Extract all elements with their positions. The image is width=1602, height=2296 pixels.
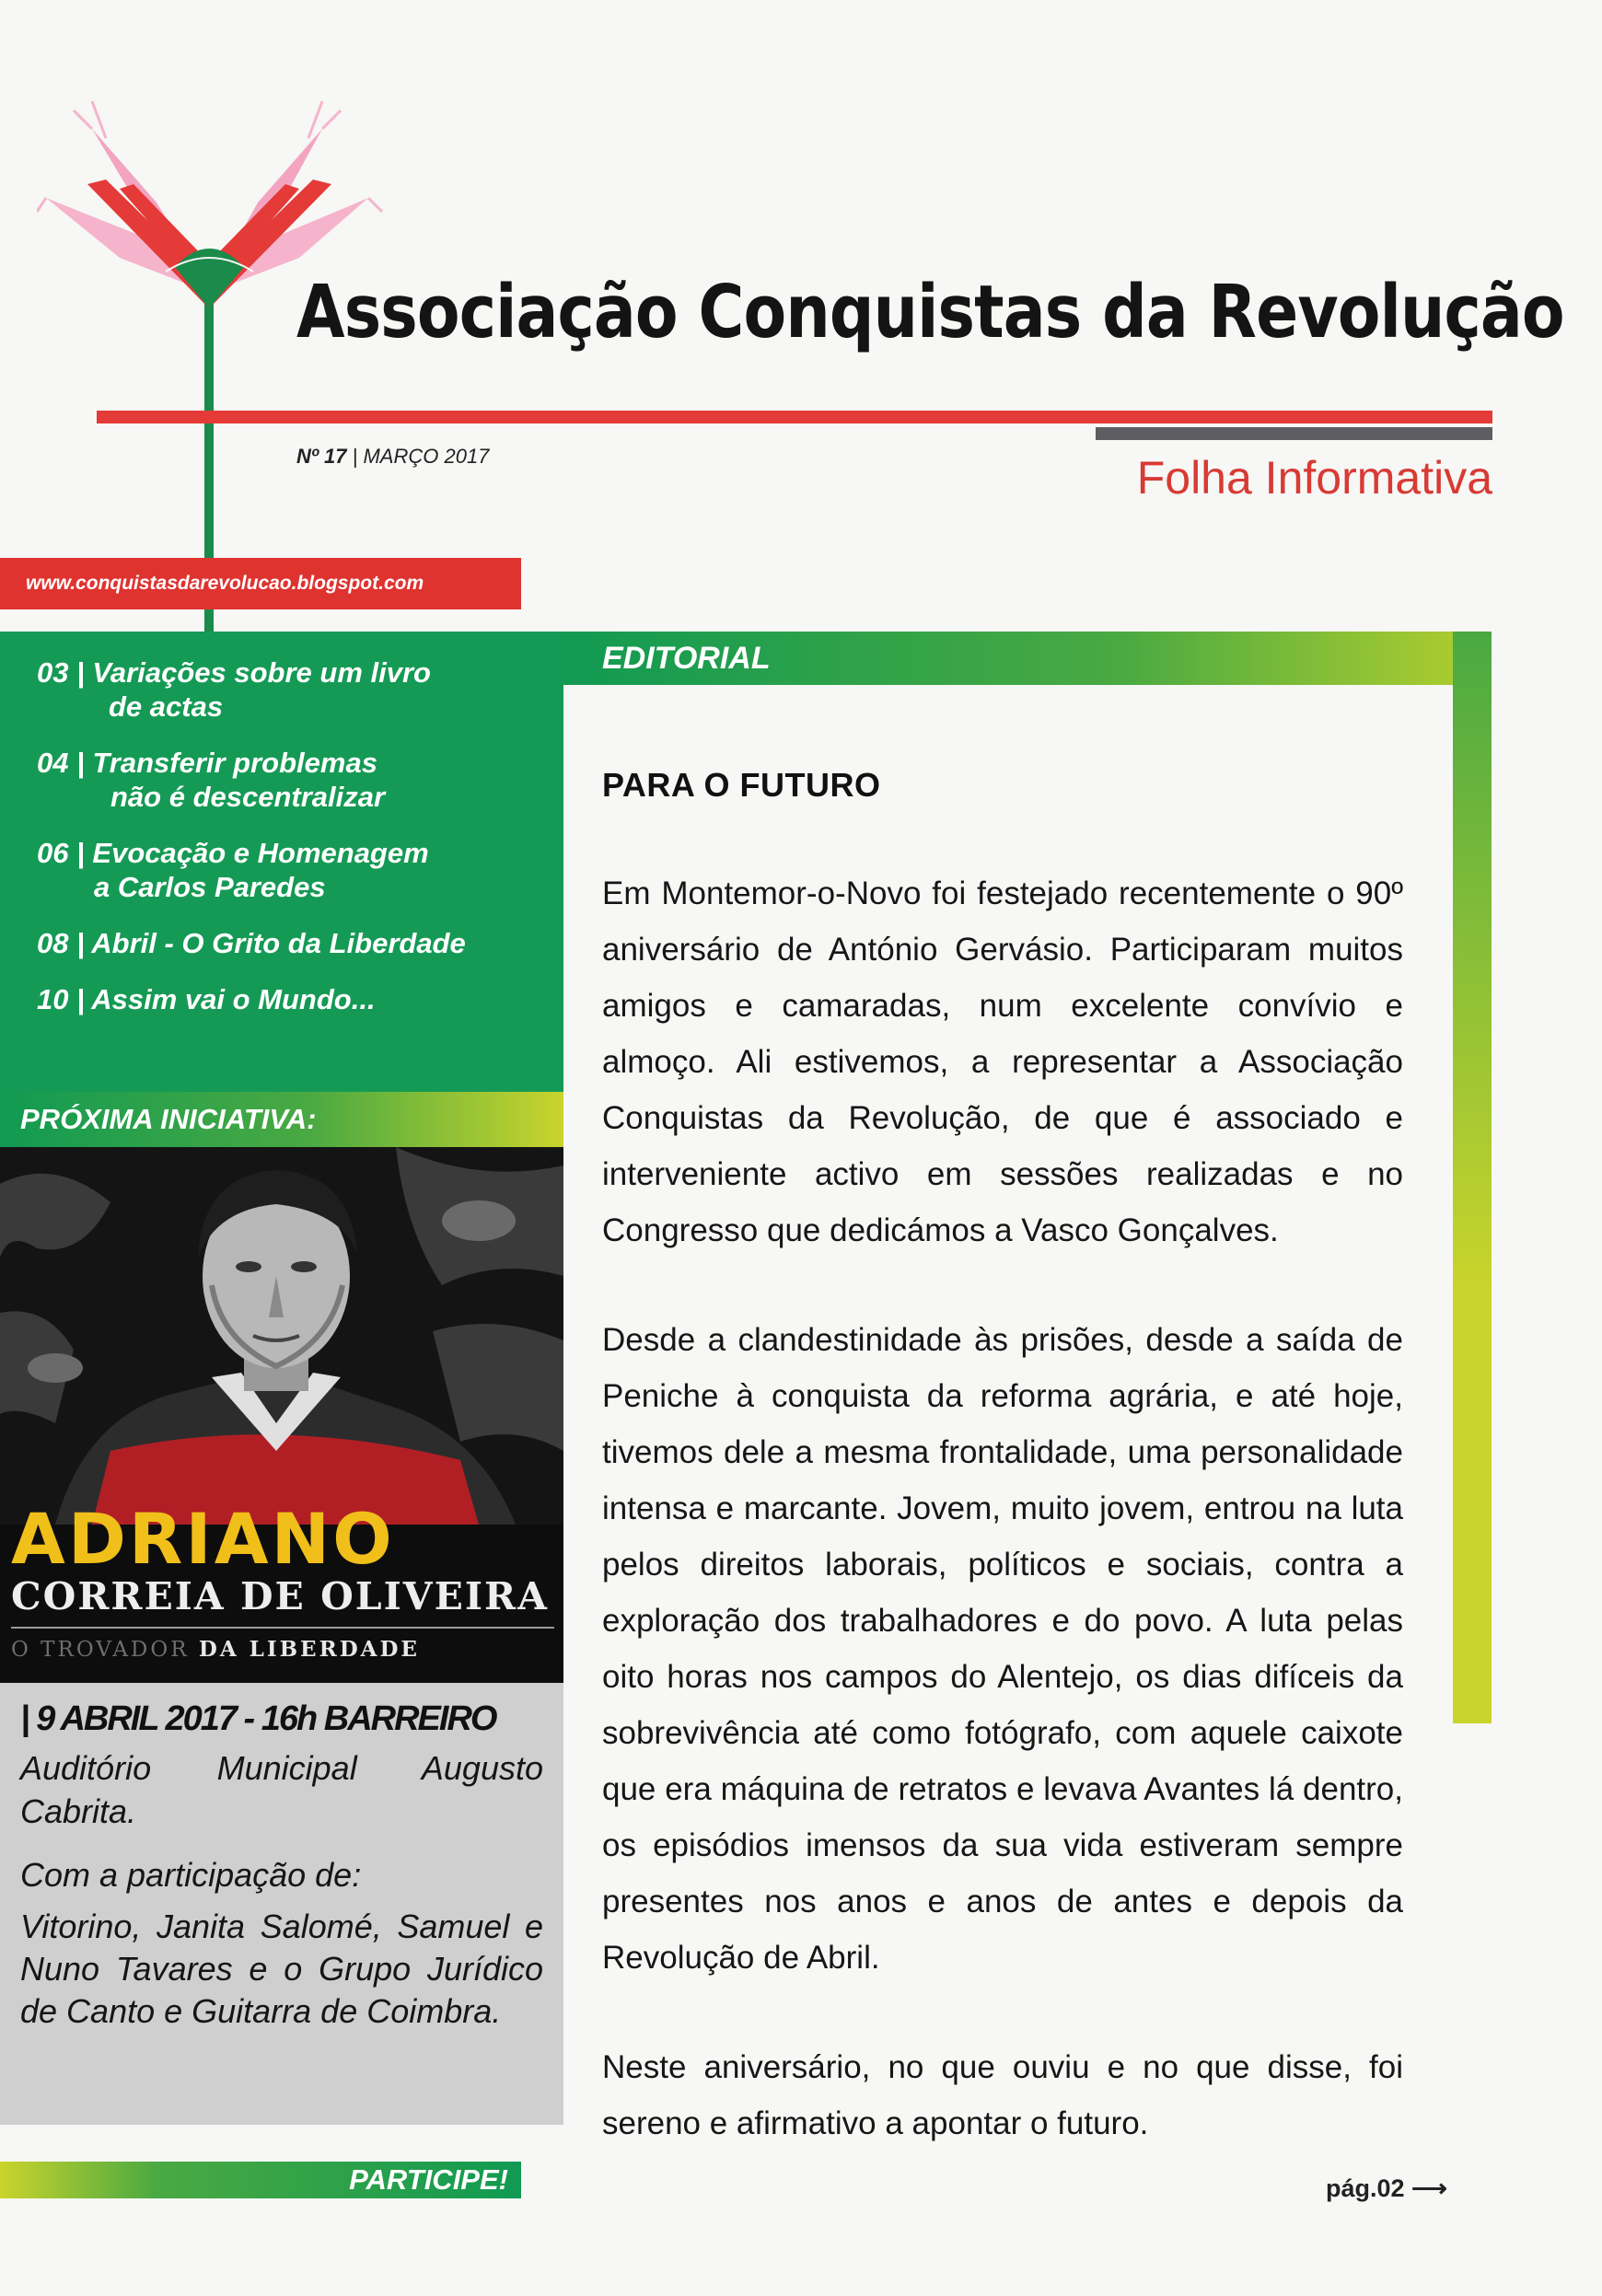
poster-tagline-lit: DA LIBERDADE — [198, 1637, 420, 1662]
contents-item-title: Assim vai o Mundo... — [91, 983, 376, 1015]
contents-item[interactable] — [37, 982, 563, 1016]
poster-title: ADRIANO — [11, 1498, 395, 1580]
contents-item-page: 06 | — [37, 837, 85, 869]
contents-index — [0, 632, 563, 1092]
contents-item[interactable] — [37, 746, 563, 814]
contents-item-page: 04 | — [37, 747, 85, 779]
issue-date: | MARÇO 2017 — [352, 445, 490, 468]
event-participation-label: Com a participação de: — [20, 1856, 362, 1894]
contents-item-page: 03 | — [37, 656, 85, 689]
contents-item[interactable] — [37, 926, 563, 960]
contents-item-title-cont: não é descentralizar — [110, 781, 386, 813]
header-grey-rule — [1096, 427, 1492, 440]
organization-title: Associação Conquistas da Revolução — [296, 270, 1564, 354]
contents-item-page: 10 | — [37, 983, 85, 1015]
contents-item[interactable] — [37, 836, 563, 904]
issue-number: Nº 17 — [296, 445, 347, 468]
poster-subtitle: CORREIA DE OLIVEIRA — [11, 1574, 549, 1618]
poster-tagline — [11, 1637, 420, 1662]
event-venue: Auditório Municipal Augusto Cabrita. — [20, 1749, 543, 1830]
editorial-frame-right — [1453, 632, 1492, 1723]
contents-item-title: Transferir problemas — [92, 747, 377, 779]
editorial-article — [602, 766, 1403, 2205]
contents-item-title: Variações sobre um livro — [92, 656, 431, 689]
contents-item-title-cont: a Carlos Paredes — [94, 871, 326, 903]
contents-item[interactable] — [37, 655, 563, 724]
editorial-heading: PARA O FUTURO — [602, 766, 881, 804]
editorial-paragraph: Em Montemor-o-Novo foi festejado recentemente o 90º aniversário de António Gervásio. Participaram muitos amigos e camaradas, num excelente convívio e almoço. Ali estivemos, a representar a Associação Conquistas da Revolução, de que é associado e interveniente activo em sessões realizadas e no Congresso que dedicámos a Vasco Gonçalves. — [602, 875, 1403, 1248]
contents-item-page: 08 | — [37, 927, 85, 959]
website-link[interactable]: www.conquistasdarevolucao.blogspot.com — [0, 558, 521, 609]
contents-item-title-cont: de actas — [109, 690, 224, 723]
event-details — [0, 1683, 563, 2125]
poster-tagline-dim: O TROVADOR — [11, 1638, 190, 1662]
next-initiative-banner: PRÓXIMA INICIATIVA: — [0, 1092, 563, 1147]
editorial-paragraph: Neste aniversário, no que ouviu e no que disse, foi sereno e afirmativo a apontar o futuro. — [602, 2049, 1403, 2141]
issue-line — [296, 445, 489, 469]
portrait-photo-icon — [0, 1147, 563, 1525]
event-guests: Vitorino, Janita Salomé, Samuel e Nuno Tavares e o Grupo Jurídico de Canto e Guitarra de Coimbra. — [20, 1908, 543, 2030]
contents-item-title: Evocação e Homenagem — [92, 837, 429, 869]
participate-cta: PARTICIPE! — [0, 2162, 521, 2198]
editorial-label: EDITORIAL — [602, 641, 771, 676]
arrow-right-icon: ⟶ — [1411, 2174, 1447, 2202]
newsletter-subtitle: Folha Informativa — [1136, 452, 1492, 504]
event-date: | 9 ABRIL 2017 - 16h BARREIRO — [20, 1699, 496, 1738]
poster-divider — [11, 1627, 554, 1629]
editorial-paragraph: Desde a clandestinidade às prisões, desde a saída de Peniche à conquista da reforma agrária, e até hoje, tivemos dele a mesma frontalidade, uma personalidade intensa e marcante. Jovem, muito jovem, entrou na luta pelos direitos laborais, políticos e sociais, contra a exploração dos trabalhadores e do povo. A luta pelas oito horas nos campos do Alentejo, os dias difíceis da sobrevivência até como fotógrafo, com aquele caixote que era máquina de retratos e levava Avantes lá dentro, os episódios imensos da sua vida estiveram sempre presentes nos anos e anos de antes e depois da Revolução de Abril. — [602, 1322, 1403, 1976]
continued-page-label: pág.02 — [1326, 2174, 1405, 2202]
header-red-rule — [97, 411, 1492, 423]
contents-item-title: Abril - O Grito da Liberdade — [91, 927, 466, 959]
event-poster — [0, 1147, 563, 1683]
contents-list — [0, 632, 563, 1016]
carnation-logo-icon — [37, 83, 387, 635]
continued-page-link[interactable] — [1326, 2174, 1447, 2203]
